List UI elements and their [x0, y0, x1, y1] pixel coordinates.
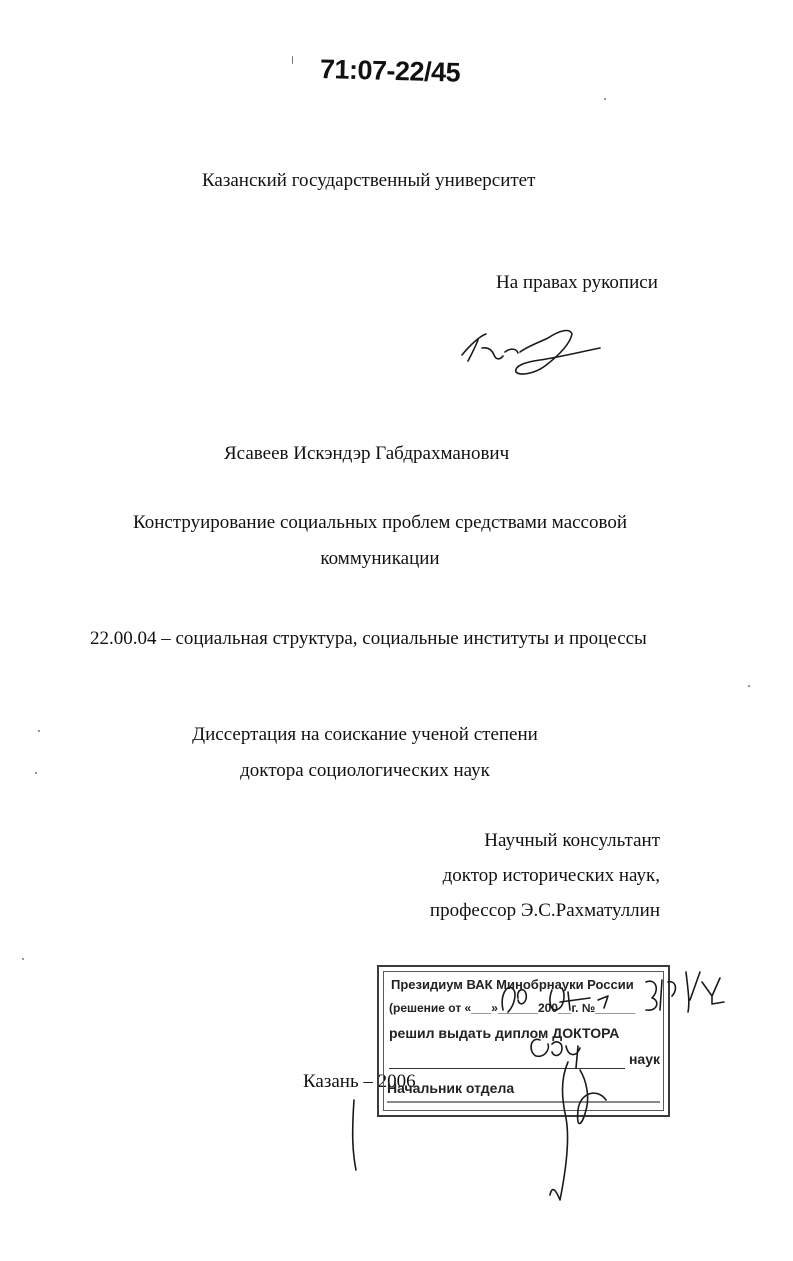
vak-stamp [377, 965, 670, 1117]
scan-speck [38, 730, 40, 732]
scan-speck [35, 772, 37, 774]
author-signature [462, 331, 600, 374]
scan-speck [22, 958, 24, 960]
specialty-code: 22.00.04 – социальная структура, социальные институты и процессы [90, 628, 647, 649]
stamp-blank-line [389, 1068, 625, 1069]
margin-pencil-line [353, 1100, 356, 1170]
university-name: Казанский государственный университет [202, 170, 536, 191]
degree-line-1: Диссертация на соискание ученой степени [192, 724, 538, 745]
advisor-role: Научный консультант [484, 830, 660, 851]
stamp-line-department-head: Начальник отдела [387, 1080, 515, 1096]
city-year: Казань – 2006 [303, 1071, 416, 1092]
scan-speck [292, 56, 293, 64]
stamp-line-decision: (решение от «___»______200__г. №______ [389, 1001, 636, 1015]
scan-speck [748, 685, 750, 687]
stamp-bottom-rule [387, 1101, 660, 1103]
advisor-degree: доктор исторических наук, [442, 865, 660, 886]
manuscript-rights-note: На правах рукописи [496, 272, 658, 293]
scan-speck [604, 98, 606, 100]
stamp-line-presidium: Президиум ВАК Минобрнауки России [391, 977, 634, 992]
author-name: Ясавеев Искэндэр Габдрахманович [224, 443, 510, 464]
thesis-title-line-2: коммуникации [320, 548, 440, 569]
stamp-line-science: наук [628, 1051, 660, 1067]
stamp-line-diploma: решил выдать диплом ДОКТОРА [389, 1025, 620, 1041]
catalog-number: 71:07-22/45 [319, 54, 461, 88]
thesis-title-line-1: Конструирование социальных проблем средствами массовой [132, 512, 628, 533]
advisor-name: профессор Э.С.Рахматуллин [429, 900, 660, 921]
degree-line-2: доктора социологических наук [240, 760, 490, 781]
stamp-side-mark [686, 972, 724, 1012]
